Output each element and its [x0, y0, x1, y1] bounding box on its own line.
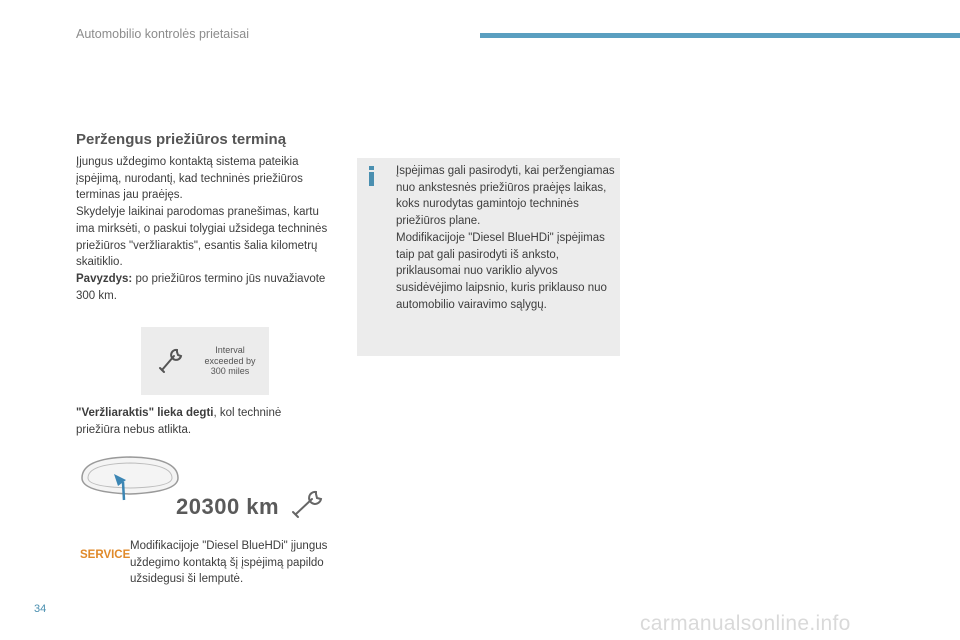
info-text-1: Įspėjimas gali pasirodyti, kai peržengiamas nuo ankstesnės priežiūros praėjęs laikas, koks nurodytas gamintojo techninės priežiūros plane.: [396, 165, 615, 228]
instrument-gauge-illustration: [78, 452, 182, 502]
wrench-icon: [157, 345, 185, 375]
example-text: po priežiūros termino jūs nuvažiavote 300 km.: [76, 272, 326, 302]
screen-message: [196, 345, 264, 377]
service-warning-lamp: SERVICE: [80, 549, 131, 561]
wrench-stays-lit-bold: "Veržliaraktis" lieka degti: [76, 407, 214, 419]
intro-paragraph: [76, 154, 336, 304]
header-accent-bar: [480, 33, 960, 38]
header-title: Automobilio kontrolės prietaisai: [76, 27, 250, 41]
wrench-stays-lit-text: , kol techninė priežiūra nebus atlikta.: [76, 407, 282, 436]
example-paragraph: [76, 271, 336, 304]
page-number: 34: [34, 603, 47, 615]
info-icon: [366, 166, 377, 186]
wrench-icon: [290, 488, 324, 520]
example-label: Pavyzdys:: [76, 272, 133, 285]
info-box-text: [396, 163, 618, 313]
diesel-bluehdi-text: Modifikacijoje "Diesel BlueHDi" įjungus uždegimo kontaktą šį įspėjimą papildo užsidegusi ši lemputė.: [130, 540, 328, 586]
watermark: carmanualsonline.info: [640, 612, 851, 635]
section-title: Peržengus priežiūros terminą: [76, 131, 287, 148]
wrench-stays-lit-paragraph: [76, 405, 326, 438]
info-text-2: Modifikacijoje "Diesel BlueHDi" įspėjimas taip pat gali pasirodyti iš anksto, priklausomai nuo variklio alyvos susidėvėjimo laipsnio, kuris priklauso nuo automobilio vairavimo sąlygų.: [396, 231, 607, 311]
screen-message-line-2: exceeded by: [204, 355, 256, 366]
screen-message-line-1: Interval: [215, 345, 245, 355]
intro-line-1: Įjungus uždegimo kontaktą sistema pateikia įspėjimą, nurodantį, kad techninės priežiūros terminas jau praėjęs.: [76, 156, 303, 202]
diesel-bluehdi-paragraph: [130, 538, 330, 588]
odometer-display: 20300 km: [176, 494, 280, 519]
screen-message-line-3: 300 miles: [210, 366, 250, 376]
intro-line-2: Skydelyje laikinai parodomas pranešimas, kartu ima mirksėti, o paskui tolygiai užsidega techninės priežiūros "veržliaraktis", esantis šalia kilometrų skaitiklio.: [76, 206, 328, 269]
